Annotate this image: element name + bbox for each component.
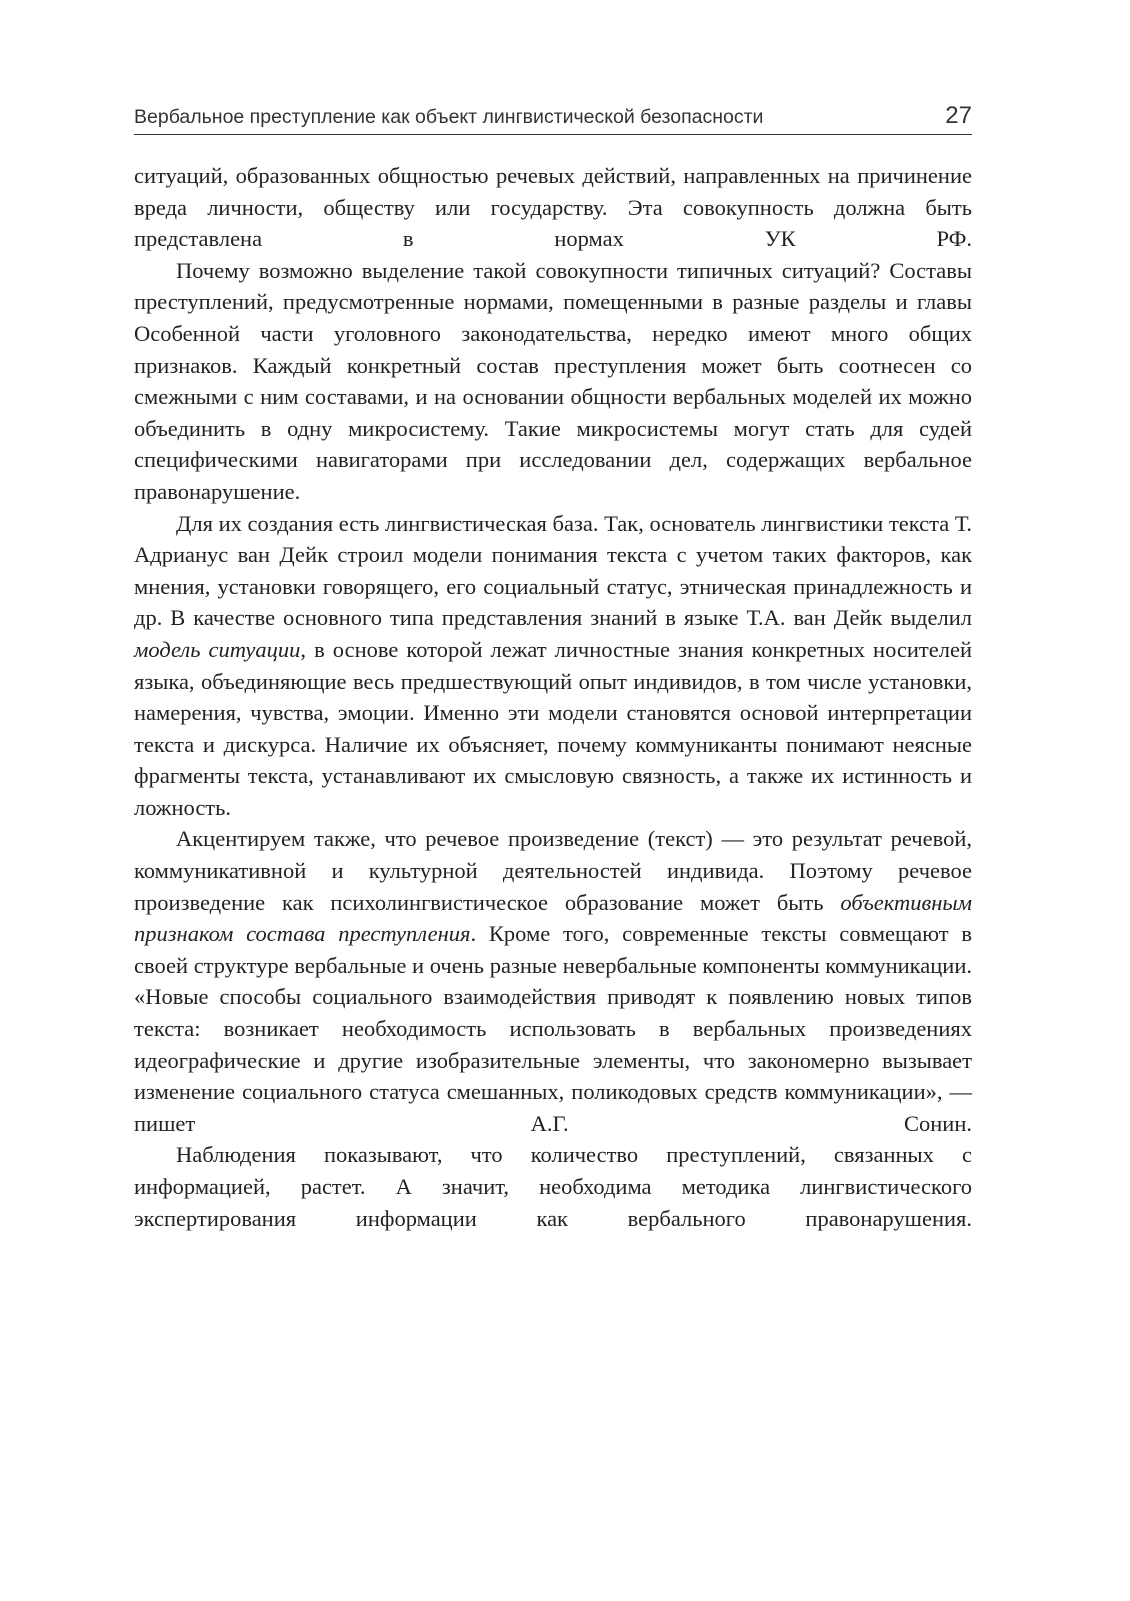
paragraph-4-text-b: . Кроме того, современные тексты совмещают в своей структуре вербальные и очень разные невербальные компоненты коммуникации. «Новые способы социального взаимодействия приводят к появлению новых типов текста: возникает необходимость использовать в вербальных произведениях идеографические и другие изобразительные элементы, что закономерно вызывает изменение социального статуса смешанных, поликодовых средств коммуникации», — пишет А.Г. Сонин. (134, 921, 972, 1136)
paragraph-1-text: ситуаций, образованных общностью речевых действий, направленных на причинение вреда личности, обществу или государству. Эта совокупность должна быть представлена в нормах УК РФ. (134, 163, 972, 252)
running-title: Вербальное преступление как объект лингвистической безопасности (134, 106, 764, 128)
paragraph-4-text-a: Акцентируем также, что речевое произведение (текст) — это результат речевой, коммуникативной и культурной деятельностей индивида. Поэтому речевое произведение как психолингвистическое образование может быть (134, 826, 972, 915)
paragraph-3-text-b: , в основе которой лежат личностные знания конкретных носителей языка, объединяющие весь предшествующий опыт индивидов, в том числе установки, намерения, чувства, эмоции. Именно эти модели становятся основой интерпретации текста и дискурса. Наличие их объясняет, почему коммуниканты понимают неясные фрагменты текста, устанавливают их смысловую связность, а также их истинность и ложность. (134, 636, 972, 820)
term-objective-feature: объективным признаком состава преступления (134, 889, 972, 947)
paragraph-5 (134, 1139, 972, 1234)
paragraph-5-text: Наблюдения показывают, что количество преступлений, связанных с информацией, растет. А значит, необходима методика лингвистического экспертирования информации как вербального правонарушения. (134, 1142, 972, 1231)
paragraph-2-text: Почему возможно выделение такой совокупности типичных ситуаций? Составы преступлений, предусмотренные нормами, помещенными в разные разделы и главы Особенной части уголовного законодательства, нередко имеют много общих признаков. Каждый конкретный состав преступления может быть соотнесен со смежными с ним составами, и на основании общности вербальных моделей их можно объединить в одну микросистему. Такие микросистемы могут стать для судей специфическими навигаторами при исследовании дел, содержащих вербальное правонарушение. (134, 257, 972, 504)
page-number: 27 (945, 102, 972, 129)
running-header (134, 100, 972, 135)
paragraph-3 (134, 508, 972, 824)
paragraph-3-text-a: Для их создания есть лингвистическая база. Так, основатель лингвистики текста Т. Адрианус ван Дейк строил модели понимания текста с учетом таких факторов, как мнения, установки говорящего, его социальный статус, этническая принадлежность и др. В качестве основного типа представления знаний в языке Т.А. ван Дейк выделил (134, 510, 972, 631)
paragraph-1 (134, 160, 972, 255)
paragraph-4 (134, 823, 972, 1139)
paragraph-2 (134, 255, 972, 508)
term-situation-model: модель ситуации (134, 636, 301, 662)
page-body (134, 160, 972, 1234)
